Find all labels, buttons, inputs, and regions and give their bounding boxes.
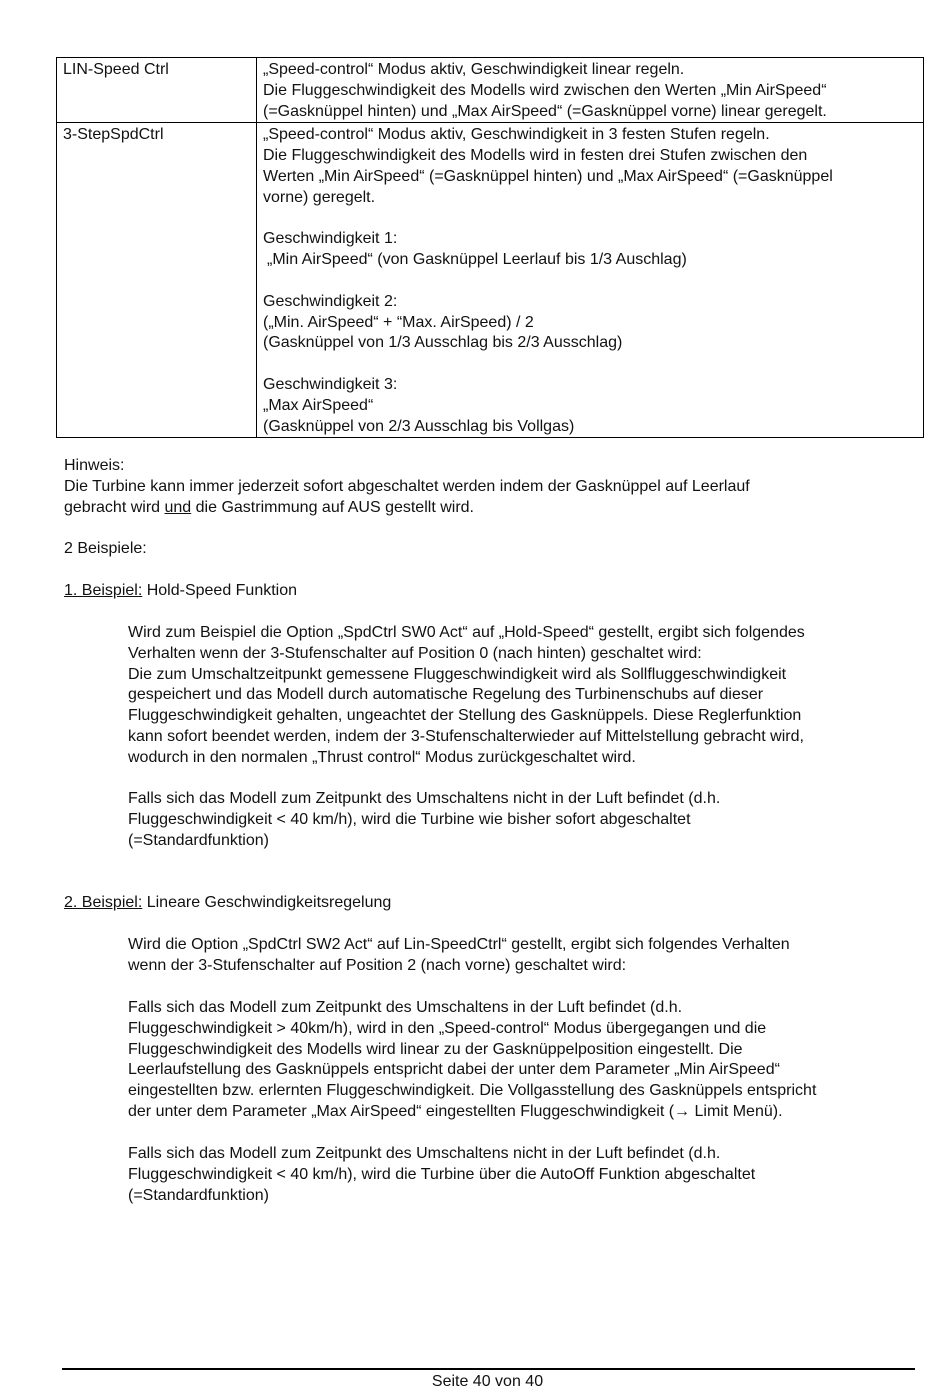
text-line: (=Standardfunktion) [128,831,269,849]
text-line: „Speed-control“ Modus aktiv, Geschwindigkeit linear regeln. [263,61,685,78]
option-description [257,123,924,438]
text-line: Falls sich das Modell zum Zeitpunkt des Umschaltens in der Luft befindet (d.h. [128,999,683,1016]
speed-title: Geschwindigkeit 2: [263,292,398,310]
hint-line: Die Turbine kann immer jederzeit sofort abgeschaltet werden indem der Gasknüppel auf Leerlauf [64,477,750,495]
text-line: (=Standardfunktion) [128,1186,269,1204]
text-line: Falls sich das Modell zum Zeitpunkt des Umschaltens nicht in der Luft befindet (d.h. [128,1145,721,1162]
hint-line [64,498,904,519]
speed-title: Geschwindigkeit 3: [263,375,398,393]
example2-heading [64,893,904,914]
text-line: Werten „Min AirSpeed“ (=Gasknüppel hinten) und „Max AirSpeed“ (=Gasknüppel [263,167,833,185]
text-line: Fluggeschwindigkeit des Modells wird linear zu der Gasknüppelposition eingestellt. Die [128,1040,743,1058]
text-line: („Min. AirSpeed“ + “Max. AirSpeed) / 2 [263,313,534,331]
hint-text: gebracht wird [64,498,165,516]
text-line: eingestellten bzw. erlernten Fluggeschwindigkeit. Die Vollgasstellung des Gasknüppels entspricht [128,1082,817,1100]
table-row [57,123,924,438]
text-line: Fluggeschwindigkeit < 40 km/h), wird die Turbine wie bisher sofort abgeschaltet [128,810,691,828]
text-line: Wird die Option „SpdCtrl SW2 Act“ auf Lin-SpeedCtrl“ gestellt, ergibt sich folgendes Verhalten [128,936,790,953]
hint-section [64,456,904,518]
speed-title: Geschwindigkeit 1: [263,230,398,248]
footer-divider [62,1368,915,1370]
hint-text: die Gastrimmung auf AUS gestellt wird. [191,498,474,516]
spacer [263,271,917,292]
page-number: Seite 40 von 40 [431,1373,544,1390]
example2-detail [128,998,918,1123]
example1-heading [64,581,904,602]
text-line: Fluggeschwindigkeit gehalten, ungeachtet der Stellung des Gasknüppels. Diese Reglerfunktion [128,707,802,725]
text-line: (Gasknüppel von 1/3 Ausschlag bis 2/3 Ausschlag) [263,334,623,352]
option-description [257,58,924,123]
text-line: (=Gasknüppel hinten) und „Max AirSpeed“ (=Gasknüppel vorne) linear geregelt. [263,102,827,120]
text-line: Verhalten wenn der 3-Stufenschalter auf Position 0 (nach hinten) geschaltet wird: [128,644,702,662]
text-line: Fluggeschwindigkeit > 40km/h), wird in den „Speed-control“ Modus übergegangen und die [128,1019,767,1037]
text-line: Falls sich das Modell zum Zeitpunkt des Umschaltens nicht in der Luft befindet (d.h. [128,790,721,807]
text-line: Fluggeschwindigkeit < 40 km/h), wird die Turbine über die AutoOff Funktion abgeschaltet [128,1165,756,1183]
table-row [57,58,924,123]
example-title: Lineare Geschwindigkeitsregelung [142,894,392,911]
example1-paragraph [128,623,918,769]
example-title: Hold-Speed Funktion [142,582,298,599]
text-line: „Speed-control“ Modus aktiv, Geschwindigkeit in 3 festen Stufen regeln. [263,126,770,144]
example-heading [64,893,904,914]
text-line: Die Fluggeschwindigkeit des Modells wird zwischen den Werten „Min AirSpeed“ [263,81,827,99]
text-line: vorne) geregelt. [263,188,376,206]
text-line: „Min AirSpeed“ (von Gasknüppel Leerlauf bis 1/3 Auschlag) [267,251,687,269]
spacer [263,354,917,375]
option-name: LIN-Speed Ctrl [57,58,257,123]
text-line: Wird zum Beispiel die Option „SpdCtrl SW0 Act“ auf „Hold-Speed“ gestellt, ergibt sich folgendes [128,624,805,641]
example2-note [128,1144,918,1206]
text-line: (Gasknüppel von 2/3 Ausschlag bis Vollgas) [263,417,575,435]
spacer [263,209,917,230]
example-heading [64,581,904,602]
text-line: gespeichert und das Modell durch automatische Regelung des Turbinenschubs auf dieser [128,686,764,704]
text-line: kann sofort beendet werden, indem der 3-Stufenschalterwieder auf Mittelstellung gebracht wird, [128,727,804,745]
text-line: „Max AirSpeed“ [263,396,374,414]
example2-paragraph [128,935,918,977]
examples-heading [64,539,904,560]
examples-title: 2 Beispiele: [64,540,147,557]
hint-underlined: und [164,498,192,516]
text-line: Die zum Umschaltzeitpunkt gemessene Fluggeschwindigkeit wird als Sollfluggeschwindigkeit [128,665,787,683]
option-name: 3-StepSpdCtrl [57,123,257,438]
text-line: der unter dem Parameter „Max AirSpeed“ eingestellten Fluggeschwindigkeit (→ Limit Menü). [128,1102,783,1120]
options-table [56,57,924,438]
example-label: 1. Beispiel: [64,582,143,599]
text-line: Leerlaufstellung des Gasknüppels entspricht dabei der unter dem Parameter „Min AirSpeed“ [128,1061,780,1079]
hint-title: Hinweis: [64,457,125,474]
text-line: wenn der 3-Stufenschalter auf Position 2 (nach vorne) geschaltet wird: [128,956,627,974]
example-label: 2. Beispiel: [64,894,143,911]
text-line: Die Fluggeschwindigkeit des Modells wird in festen drei Stufen zwischen den [263,147,808,165]
example1-note [128,789,918,851]
text-line: wodurch in den normalen „Thrust control“ Modus zurückgeschaltet wird. [128,748,636,766]
